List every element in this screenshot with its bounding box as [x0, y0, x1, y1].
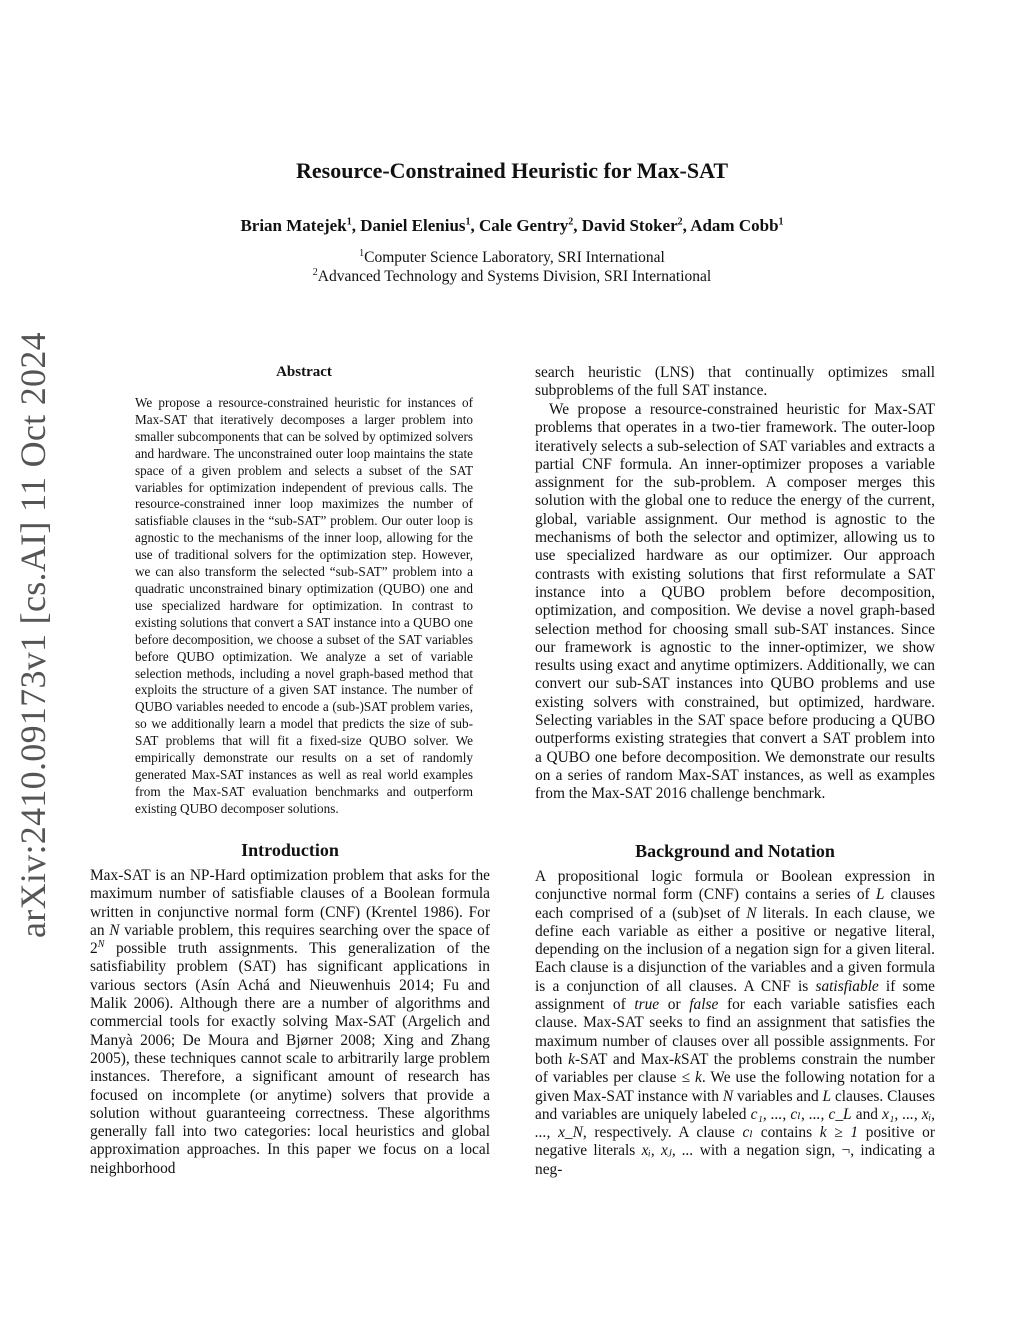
- introduction-paragraph-2: We propose a resource-constrained heuristic for Max-SAT problems that operates in a two-tier framework. The outer-loop iteratively selects a sub-selection of SAT variables and extracts a partial CNF formula. An inner-optimizer proposes a variable assignment for the sub-problem. A composer merges this solution with the global one to reduce the energy of the current, global, variable assignment. Our method is agnostic to the mechanisms of both the selector and optimizer, allowing us to use specialized hardware as our optimizer. Our approach contrasts with existing solutions that first reformulate a SAT instance into a QUBO problem before decomposition, optimization, and composition. We devise a novel graph-based selection method for choosing small sub-SAT instances. Since our framework is agnostic to the inner-optimizer, we show results using exact and anytime optimizers. Additionally, we can convert our sub-SAT instances into QUBO problems and use existing solvers with constrained, but optimized, hardware. Selecting variables in the SAT space before producing a QUBO outperforms existing strategies that convert a SAT problem into a QUBO one before decomposition. We demonstrate our results on a series of random Max-SAT instances, as well as examples from the Max-SAT 2016 challenge benchmark.: [535, 401, 935, 803]
- abstract-heading: Abstract: [276, 364, 332, 380]
- introduction-paragraph: Max-SAT is an NP-Hard optimization problem that asks for the maximum number of satisfiable clauses of a Boolean formula written in conjunctive normal form (CNF) (Krentel 1986). For an N variable problem, this requires searching over the space of $2^N$ possible truth assignments. This generalization of the satisfiability problem (SAT) has significant applications in various sectors (Asín Achá and Nieuwenhuis 2014; Fu and Malik 2006). Although there are a number of algorithms and commercial tools for exactly solving Max-SAT (Argelich and Manyà 2006; De Moura and Bjørner 2008; Xing and Zhang 2005), these techniques cannot scale to arbitrarily large problem instances. Therefore, a significant amount of research has focused on incomplete (or anytime) solvers that provide a solution without guaranteeing correctness. These algorithms generally fall into two categories: local heuristics and global approximation approaches. In this paper we focus on a local neighborhood: [90, 867, 490, 1177]
- author-affil-mark: 1: [346, 216, 352, 228]
- abstract-text: We propose a resource-constrained heuristic for instances of Max-SAT that iteratively decomposes a larger problem into smaller subcomponents that can be solved by optimized solvers and hardware. The unconstrained outer loop maintains the state space of a given problem and selects a subset of the SAT variables for optimization independent of previous calls. The resource-constrained inner loop maximizes the number of satisfiable clauses in the “sub-SAT” problem. Our outer loop is agnostic to the mechanisms of the inner loop, allowing for the use of traditional solvers for the optimization step. However, we can also transform the selected “sub-SAT” problem into a quadratic unconstrained binary optimization (QUBO) one and use specialized hardware for optimization. In contrast to existing solutions that convert a SAT instance into a QUBO one before decomposition, we choose a subset of the SAT variables before QUBO optimization. We analyze a set of variable selection methods, including a novel graph-based method that exploits the structure of a given SAT instance. The number of QUBO variables needed to encode a (sub-)SAT problem varies, so we additionally learn a model that predicts the size of sub-SAT problems that will fit a fixed-size QUBO solver. We empirically demonstrate our results on a set of randomly generated Max-SAT instances as well as real world examples from the Max-SAT evaluation benchmarks and outperform existing QUBO decomposer solutions.: [135, 395, 473, 816]
- author-name: Adam Cobb: [690, 216, 779, 235]
- introduction-continued: search heuristic (LNS) that continually optimizes small subproblems of the full SAT instance.: [535, 364, 935, 400]
- author-list: Brian Matejek$^1$, Daniel Elenius$^1$, Cale Gentry$^2$, David Stoker$^2$, Adam Cobb$^1$: [240, 216, 784, 235]
- math-var: N: [109, 921, 120, 939]
- author-affil-mark: 1: [778, 216, 784, 228]
- math-power: $2^N$: [90, 939, 105, 958]
- affiliation-2: [0, 268, 1024, 286]
- author-name: Brian Matejek: [240, 216, 347, 235]
- affil-mark: 1: [359, 247, 365, 259]
- affil-text: Advanced Technology and Systems Division, SRI International: [317, 268, 712, 285]
- arxiv-stamp: arXiv:2410.09173v1 [cs.AI] 11 Oct 2024: [13, 332, 53, 938]
- paper-title: Resource-Constrained Heuristic for Max-SAT: [296, 158, 728, 183]
- author-name: Daniel Elenius: [360, 216, 466, 235]
- author-name: David Stoker: [581, 216, 678, 235]
- affiliation-1: [0, 249, 1024, 267]
- author-name: Cale Gentry: [479, 216, 569, 235]
- introduction-heading: Introduction: [241, 840, 339, 860]
- author-affil-mark: 1: [465, 216, 471, 228]
- background-heading: Background and Notation: [635, 841, 835, 861]
- background-paragraph: A propositional logic formula or Boolean expression in conjunctive normal form (CNF) contains a series of L clauses each comprised of a (sub)set of N literals. In each clause, we define each variable as either a positive or negative literal, depending on the inclusion of a negation sign for a given literal. Each clause is a disjunction of the variables and a given formula is a conjunction of all clauses. A CNF is satisfiable if some assignment of true or false for each variable satisfies each clause. Max-SAT seeks to find an assignment that satisfies the maximum number of clauses over all possible assignments. For both k-SAT and Max-kSAT the problems constrain the number of variables per clause ≤ k. We use the following notation for a given Max-SAT instance with N variables and L clauses. Clauses and variables are uniquely labeled c₁, ..., cₗ, ..., c_L and x₁, ..., xᵢ, ..., x_N, respectively. A clause cₗ contains k ≥ 1 positive or negative literals xᵢ, xⱼ, ... with a negation sign, ¬, indicating a neg-: [535, 868, 936, 1178]
- affil-text: Computer Science Laboratory, SRI International: [364, 249, 665, 266]
- affil-mark: 2: [312, 266, 318, 278]
- author-affil-mark: 2: [677, 216, 683, 228]
- author-affil-mark: 2: [568, 216, 574, 228]
